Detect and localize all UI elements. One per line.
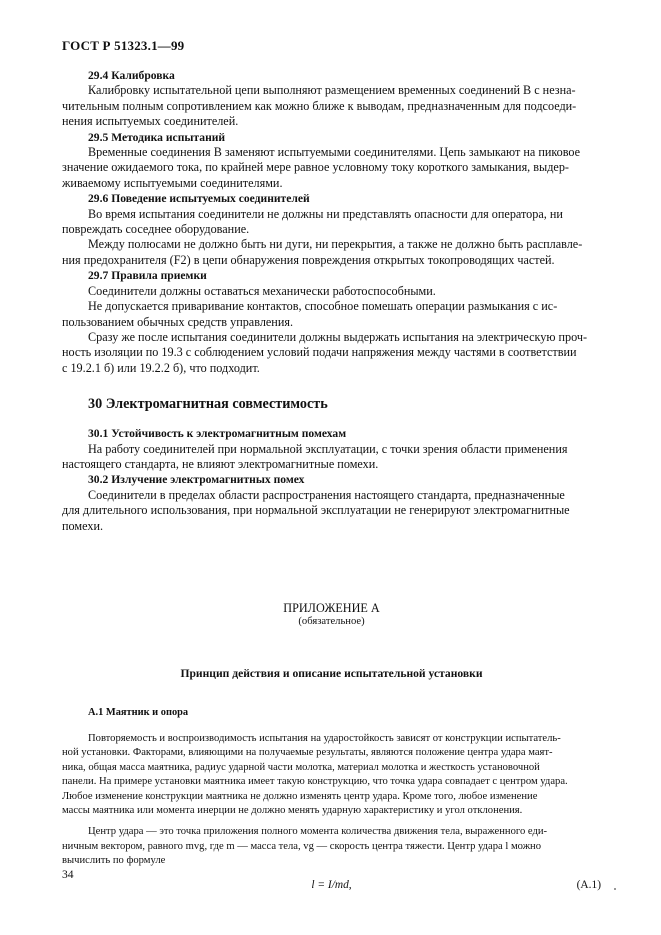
section-29-4-heading: 29.4 Калибровка xyxy=(88,69,175,82)
page-content xyxy=(62,68,601,898)
section-29-7-para-2: Не допускается приваривание контактов, способное помешать операции размыкания с ис- пользованием обычных средств управления. xyxy=(62,299,558,329)
appendix-subtitle: (обязательное) xyxy=(298,615,365,627)
section-30-1-heading: 30.1 Устойчивость к электромагнитным помехам xyxy=(88,427,347,441)
document-code: ГОСТ Р 51323.1—99 xyxy=(62,38,185,53)
section-29-4-text: Калибровку испытательной цепи выполняют размещением временных соединений B с незна- чительным полным сопротивлением как можно ближе к выводам, предназначенным для подсоеди- нения испытуемых соединителей. xyxy=(62,83,577,129)
section-29-6-para-1: Во время испытания соединители не должны ни представлять опасности для оператора, ни повреждать соседнее оборудование. xyxy=(62,206,563,237)
section-30-2-heading: 30.2 Излучение электромагнитных помех xyxy=(88,473,305,487)
section-a1-heading: А.1 Маятник и опора xyxy=(88,706,189,718)
appendix-para-2: Центр удара — это точка приложения полного момента количества движения тела, выраженного еди- ничным вектором, равного mvg, где m — масса тела, vg — скорость центра тяжести. Центр удара l можно вычислить по формуле xyxy=(62,826,548,867)
section-30-1-text: На работу соединителей при нормальной эксплуатации, с точки зрения области применения настоящего стандарта, не влияют электромагнитные помехи. xyxy=(62,441,568,471)
appendix-title: ПРИЛОЖЕНИЕ А xyxy=(283,600,380,615)
section-29-7-heading: 29.7 Правила приемки xyxy=(88,269,207,283)
section-30-2-text: Соединители в пределах области распространения настоящего стандарта, предназначенные для длительного использования, при нормальной эксплуатации не генерируют электромагнитные помехи. xyxy=(62,487,570,533)
section-29-7-para-1: Соединители должны оставаться механически работоспособными. xyxy=(88,283,436,298)
section-30-heading: 30 Электромагнитная совместимость xyxy=(88,396,328,413)
appendix-para-1: Повторяемость и воспроизводимость испытания на ударостойкость зависят от конструкции испытатель- ной установки. Факторами, влияющими на получаемые результаты, являются положение центра удара маят- ника, общая масса маятника, радиус ударной части молотка, материал молотка и жесткость установочной панели. На примере установки маятника имеет такую конструкцию, что точка удара совпадает с центром удара. Любое изменение конструкции маятника не должно изменять центр удара. Кроме того, любое изменение массы маятника или момента инерции не должно менять ударную характеристику и угол отклонения. xyxy=(62,732,568,816)
formula-expression: l = I/md, xyxy=(311,878,352,891)
page-number: 34 xyxy=(62,868,74,881)
appendix-heading: Принцип действия и описание испытательной установки xyxy=(180,666,483,680)
section-29-5-heading: 29.5 Методика испытаний xyxy=(88,130,226,144)
formula-a1 xyxy=(62,876,601,898)
appendix-title-block xyxy=(62,601,601,629)
formula-number: (А.1) xyxy=(576,878,601,891)
section-29-7-para-3: Сразу же после испытания соединители должны выдержать испытания на электрическую проч- ность изоляции по 19.3 с соблюдением условий подачи напряжения между частями в соответствии с 19.2.1 б) или 19.2.2 б), что подходит. xyxy=(62,329,588,375)
section-29-6-heading: 29.6 Поведение испытуемых соединителей xyxy=(88,192,310,206)
scan-speck xyxy=(614,888,616,890)
section-29-6-para-2: Между полюсами не должно быть ни дуги, ни перекрытия, а также не должно быть расплавле- ния предохранителя (F2) в цепи обнаружения повреждения открытых токопроводящих частей. xyxy=(62,237,583,267)
section-29-5-text: Временные соединения B заменяют испытуемыми соединителями. Цепь замыкают на пиковое значение ожидаемого тока, по крайней мере равное условному току короткого замыкания, выдер- живаемому испытуемыми соединителями. xyxy=(62,145,581,190)
